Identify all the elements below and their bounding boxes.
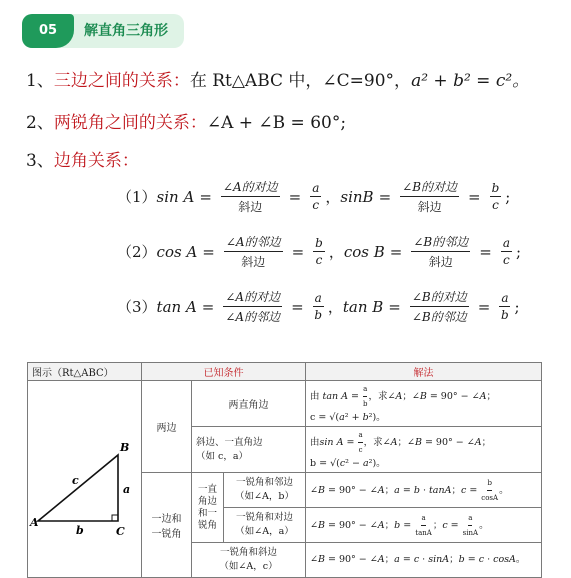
side-c-label: c — [72, 473, 79, 487]
vertex-b-label: B — [120, 440, 130, 454]
method-angle-adjacent: ∠B = 90° − ∠A；a = b · tanA；c = $\frac{b}{\cos A}$ 。 — [306, 473, 542, 508]
side-b-label: b — [76, 523, 84, 537]
side-a-label: a — [123, 482, 131, 496]
item-1-prefix: 1、 — [26, 71, 54, 91]
header-known: 已知条件 — [142, 363, 306, 381]
item-3-label: 边角关系： — [53, 151, 139, 171]
formula-index: （2） — [117, 243, 157, 261]
item-3 — [26, 146, 139, 171]
header-method: 解法 — [306, 363, 542, 381]
right-triangle-figure — [28, 393, 141, 563]
table-row — [28, 381, 542, 427]
item-1-text: 在 Rt△ABC 中，∠C=90°， — [189, 71, 412, 91]
formula-fraction: $\frac{\text{∠B的对边}}{\text{斜边}}$ — [402, 180, 458, 214]
formula-fraction: $\frac{\text{∠B的邻边}}{\text{斜边}}$ — [413, 235, 469, 269]
table-header-row — [28, 363, 542, 381]
known-two-legs: 两直角边 — [192, 381, 306, 427]
known-angle-opposite: 一锐角和对边 （如∠A，a） — [224, 508, 306, 543]
formula-fn: cos B — [343, 242, 385, 261]
section-number-badge: 05 — [22, 14, 74, 48]
formula-fraction: $\frac{\text{∠B的对边}}{\text{∠B的邻边}}$ — [411, 290, 467, 324]
method-line: c = √(a² + b²)。 — [310, 412, 386, 423]
formula-fn: tan A — [156, 297, 197, 316]
vertex-a-label: A — [30, 515, 39, 529]
method-two-legs — [306, 381, 542, 427]
known-angle-hyp: 一锐角和斜边 （如∠A，c） — [192, 543, 306, 578]
item-2 — [26, 108, 346, 133]
section-header — [22, 14, 184, 48]
formula-index: （1） — [117, 188, 157, 206]
method-line: 由sin A = $\frac{a}{c}$ ，求∠A；∠B = 90° − ∠A； — [310, 428, 537, 457]
formula-row-sin: （1） sin A = $\frac{\text{∠A的对边}}{\text{斜边}}$ = $\frac{a}{c}$ ， sinB = $\frac{\text{∠B的对边}}{\text{斜边}}$ = $\frac{b}{c}$ ; — [117, 180, 511, 214]
item-1 — [26, 66, 529, 91]
item-1-formula: a² + b² = c²。 — [411, 71, 530, 91]
header-figure: 图示（Rt△ABC） — [28, 363, 142, 381]
formula-fraction: $\frac{\text{∠A的对边}}{\text{∠A的邻边}}$ — [225, 290, 281, 324]
sub-group-leg-angle: 一直 角边 和一 锐角 — [192, 473, 224, 543]
triangle-figure-cell — [28, 381, 142, 578]
formula-fn: cos A — [156, 242, 198, 261]
item-2-label: 两锐角之间的关系： — [53, 113, 207, 133]
formula-ratio: $\frac{b}{c}$ — [315, 236, 323, 267]
group-two-sides: 两边 — [142, 381, 192, 473]
formula-ratio: $\frac{a}{b}$ — [314, 291, 323, 322]
formula-ratio: $\frac{a}{b}$ — [501, 291, 509, 322]
known-hyp-leg: 斜边、一直角边 （如 c，a） — [192, 427, 306, 473]
formula-fraction: $\frac{\text{∠A的对边}}{\text{斜边}}$ — [222, 180, 278, 214]
item-3-prefix: 3、 — [26, 151, 54, 171]
item-2-prefix: 2、 — [26, 113, 54, 133]
method-angle-hyp: ∠B = 90° − ∠A；a = c · sinA；b = c · cosA。 — [306, 543, 542, 578]
vertex-c-label: C — [116, 524, 125, 538]
formula-ratio: $\frac{a}{c}$ — [502, 236, 510, 267]
formula-row-cos: （2） cos A = $\frac{\text{∠A的邻边}}{\text{斜边}}$ = $\frac{b}{c}$ ， cos B = $\frac{\text{∠B的邻边}}{\text{斜边}}$ = $\frac{a}{c}$ ; — [117, 235, 522, 269]
formula-fn: tan B — [342, 297, 384, 316]
item-2-text: ∠A + ∠B = 60°; — [206, 113, 347, 133]
formula-fraction: $\frac{\text{∠A的邻边}}{\text{斜边}}$ — [225, 235, 281, 269]
known-angle-adjacent: 一锐角和邻边 （如∠A，b） — [224, 473, 306, 508]
formula-row-tan: （3） tan A = $\frac{\text{∠A的对边}}{\text{∠A的邻边}}$ = $\frac{a}{b}$ ， tan B = $\frac{\text{∠B的对边}}{\text{∠B的邻边}}$ = $\frac{a}{b}$ ; — [117, 290, 520, 324]
method-line: 由 tan A = $\frac{a}{b}$ ，求∠A；∠B = 90° − ∠A； — [310, 382, 537, 411]
method-hyp-leg — [306, 427, 542, 473]
method-line: b = √(c² − a²)。 — [310, 458, 386, 469]
formula-index: （3） — [117, 298, 157, 316]
formula-fn: sin A — [156, 187, 195, 206]
solving-table — [27, 362, 542, 578]
method-angle-opposite: ∠B = 90° − ∠A；b = $\frac{a}{\tan A}$ ；c = $\frac{a}{\sin A}$ 。 — [306, 508, 542, 543]
item-1-label: 三边之间的关系： — [53, 71, 190, 91]
formula-ratio: $\frac{a}{c}$ — [312, 181, 320, 212]
group-side-angle: 一边和 一锐角 — [142, 473, 192, 578]
formula-ratio: $\frac{b}{c}$ — [491, 181, 500, 212]
section-title: 解直角三角形 — [84, 23, 168, 39]
formula-fn: sinB — [340, 187, 374, 206]
